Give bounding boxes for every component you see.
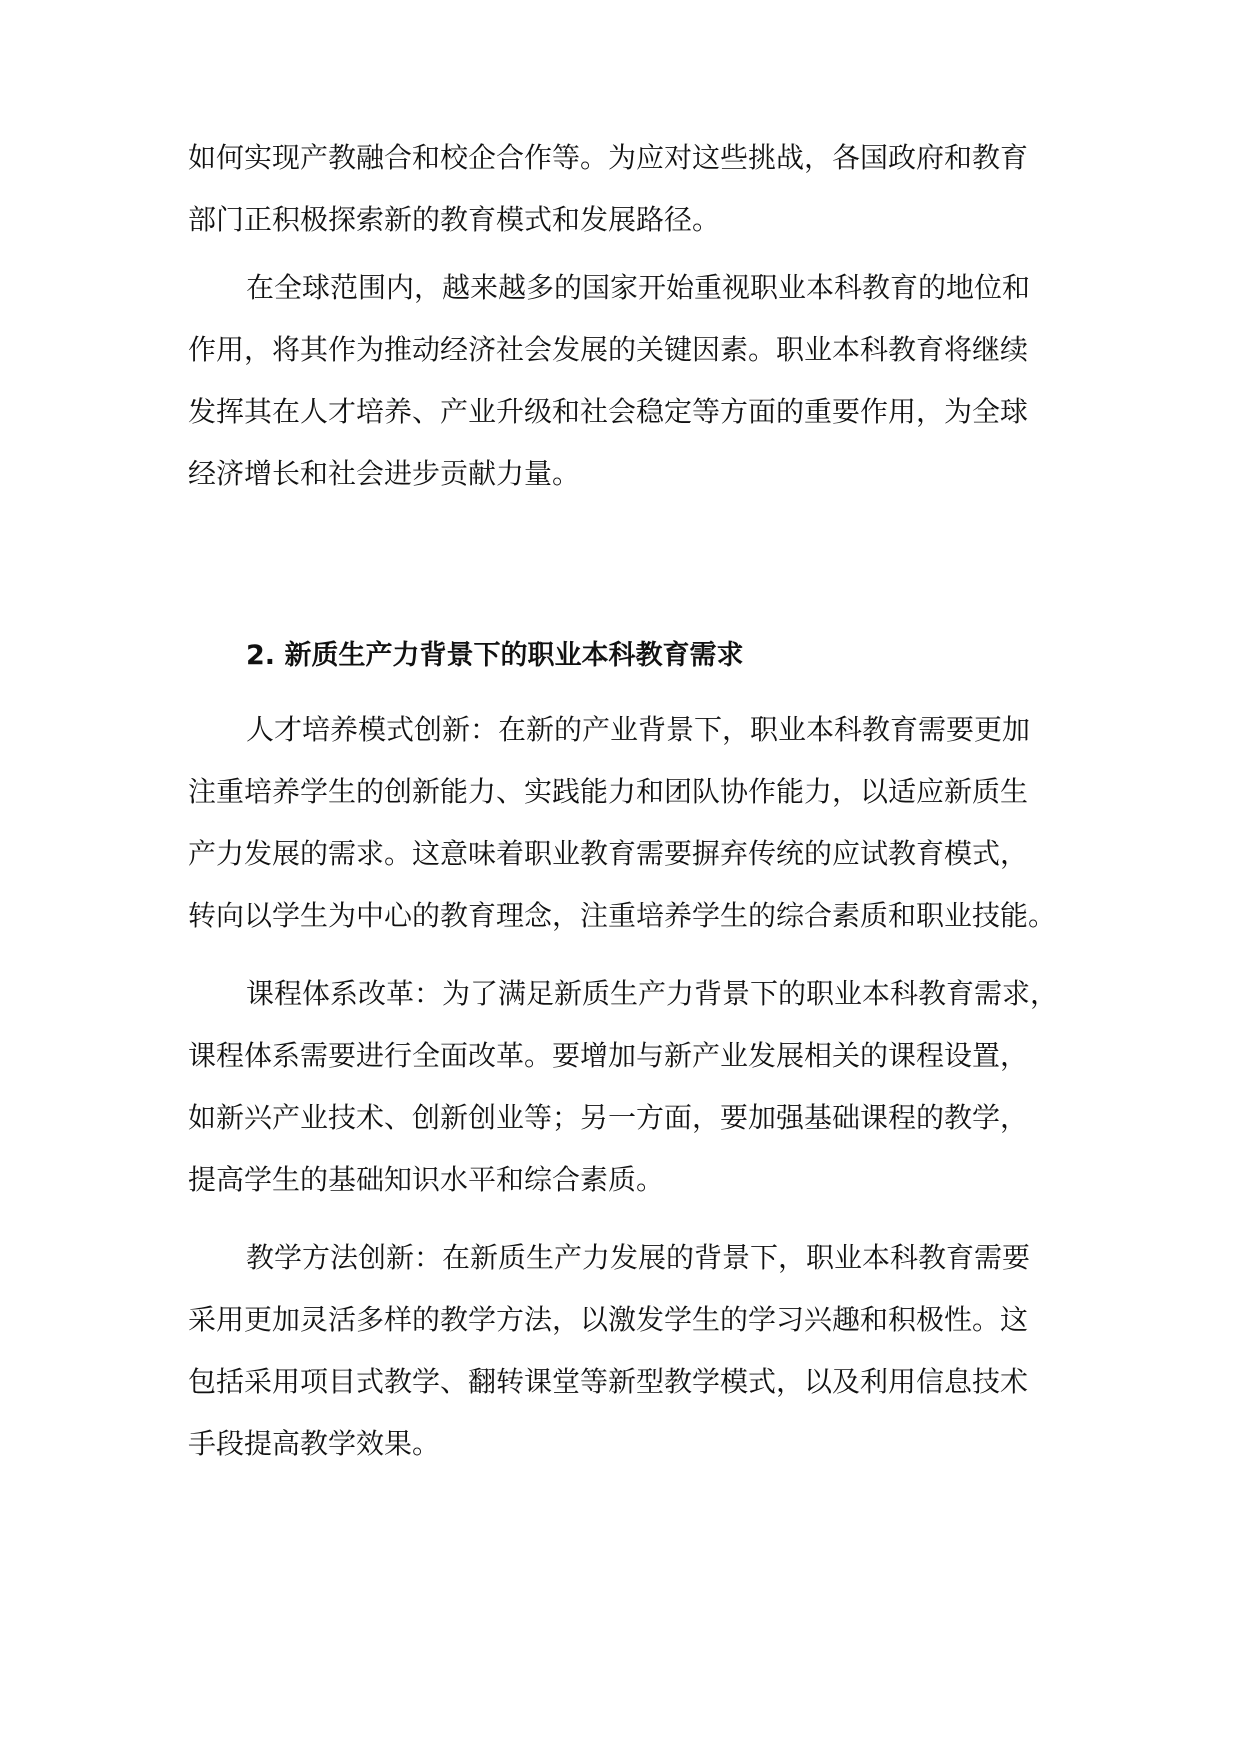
paragraph-line: 注重培养学生的创新能力、实践能力和团队协作能力，以适应新质生 [188,775,1029,808]
paragraph-2 [188,257,1050,505]
paragraph-line: 人才培养模式创新：在新的产业背景下，职业本科教育需要更加 [246,713,1031,746]
paragraph-line: 在全球范围内，越来越多的国家开始重视职业本科教育的地位和 [246,271,1031,304]
paragraph-1 [188,127,1050,251]
paragraph-3 [188,699,1057,947]
paragraph-line: 提高学生的基础知识水平和综合素质。 [188,1163,665,1196]
paragraph-line: 作用，将其作为推动经济社会发展的关键因素。职业本科教育将继续 [188,333,1029,366]
paragraph-4 [188,963,1059,1211]
paragraph-line: 经济增长和社会进步贡献力量。 [188,457,581,490]
paragraph-line: 教学方法创新：在新质生产力发展的背景下，职业本科教育需要 [246,1241,1031,1274]
paragraph-line: 产力发展的需求。这意味着职业教育需要摒弃传统的应试教育模式， [188,837,1029,870]
paragraph-line: 如何实现产教融合和校企合作等。为应对这些挑战，各国政府和教育 [188,141,1029,174]
paragraph-line: 发挥其在人才培养、产业升级和社会稳定等方面的重要作用，为全球 [188,395,1029,428]
section-heading: 2. 新质生产力背景下的职业本科教育需求 [246,640,744,671]
paragraph-line: 如新兴产业技术、创新创业等；另一方面，要加强基础课程的教学， [188,1101,1029,1134]
paragraph-line: 转向以学生为中心的教育理念，注重培养学生的综合素质和职业技能。 [188,899,1057,932]
paragraph-line: 手段提高教学效果。 [188,1427,441,1460]
paragraph-line: 课程体系改革：为了满足新质生产力背景下的职业本科教育需求， [246,977,1059,1010]
paragraph-5 [188,1227,1050,1475]
paragraph-line: 包括采用项目式教学、翻转课堂等新型教学模式，以及利用信息技术 [188,1365,1029,1398]
paragraph-line: 部门正积极探索新的教育模式和发展路径。 [188,203,721,236]
paragraph-line: 采用更加灵活多样的教学方法，以激发学生的学习兴趣和积极性。这 [188,1303,1029,1336]
paragraph-line: 课程体系需要进行全面改革。要增加与新产业发展相关的课程设置， [188,1039,1029,1072]
